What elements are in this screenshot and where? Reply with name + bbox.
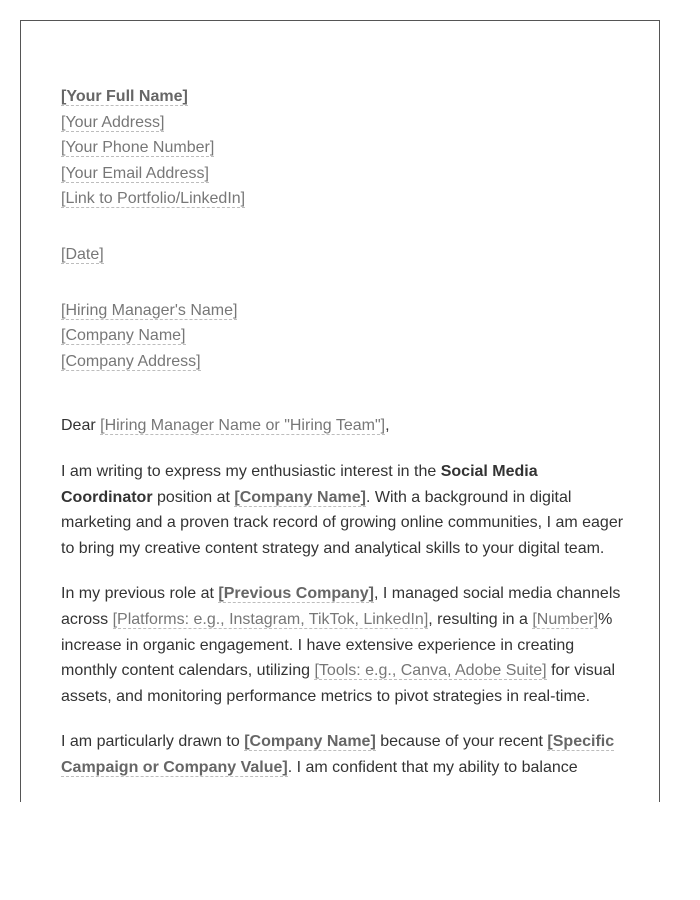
sender-address-placeholder[interactable]: [Your Address] — [61, 113, 165, 131]
sender-portfolio-placeholder[interactable]: [Link to Portfolio/LinkedIn] — [61, 190, 246, 208]
p2-tools-placeholder[interactable]: [Tools: e.g., Canva, Adobe Suite] — [314, 662, 547, 680]
recipient-block — [61, 298, 626, 375]
document-page — [20, 20, 660, 802]
p1-text-2: position at — [152, 488, 235, 506]
p2-text-4: % increase in organic engagement. I have extensive experience in creating monthly content calendars, utilizing — [61, 610, 613, 680]
sender-phone-placeholder[interactable]: [Your Phone Number] — [61, 139, 215, 157]
recipient-manager-placeholder[interactable]: [Hiring Manager's Name] — [61, 301, 238, 319]
salutation-prefix: Dear — [61, 417, 101, 435]
letter-body — [61, 84, 626, 780]
p2-text-1: In my previous role at — [61, 585, 219, 603]
p2-platforms-placeholder[interactable]: [Platforms: e.g., Instagram, TikTok, LinkedIn] — [112, 610, 429, 628]
recipient-address-placeholder[interactable]: [Company Address] — [61, 352, 201, 370]
p3-text-2: because of your recent — [375, 733, 548, 751]
p2-text-2: , I managed social media channels across — [61, 585, 621, 628]
p3-campaign-placeholder[interactable]: [Specific Campaign or Company Value] — [61, 733, 615, 776]
paragraph-2 — [61, 581, 626, 709]
p1-company-placeholder[interactable]: [Company Name] — [234, 488, 366, 506]
sender-block — [61, 84, 626, 212]
sender-email-placeholder[interactable]: [Your Email Address] — [61, 164, 209, 182]
salutation-name-placeholder[interactable]: [Hiring Manager Name or "Hiring Team"] — [100, 417, 386, 435]
p1-role: Social Media Coordinator — [61, 462, 538, 506]
date-placeholder[interactable]: [Date] — [61, 245, 104, 263]
p3-text-1: I am particularly drawn to — [61, 733, 245, 751]
date-block — [61, 242, 626, 268]
p1-text-1: I am writing to express my enthusiastic interest in the — [61, 462, 441, 480]
salutation — [61, 413, 626, 439]
p3-company-placeholder[interactable]: [Company Name] — [244, 733, 376, 751]
p1-text-3: . With a background in digital marketing and a proven track record of growing online communities, I am eager to bring my creative content strategy and analytical skills to your digital team. — [61, 488, 624, 557]
p2-text-3: , resulting in a — [428, 610, 533, 628]
p3-text-3: . I am confident that my ability to balance — [287, 758, 578, 776]
salutation-suffix: , — [385, 417, 390, 435]
p2-number-placeholder[interactable]: [Number] — [532, 610, 599, 628]
paragraph-3 — [61, 729, 626, 780]
paragraph-1 — [61, 459, 626, 561]
p2-prev-company-placeholder[interactable]: [Previous Company] — [218, 585, 374, 603]
sender-name-placeholder[interactable]: [Your Full Name] — [61, 88, 188, 105]
p2-text-5: for visual assets, and monitoring performance metrics to pivot strategies in real-time. — [61, 662, 616, 705]
recipient-company-placeholder[interactable]: [Company Name] — [61, 327, 186, 345]
